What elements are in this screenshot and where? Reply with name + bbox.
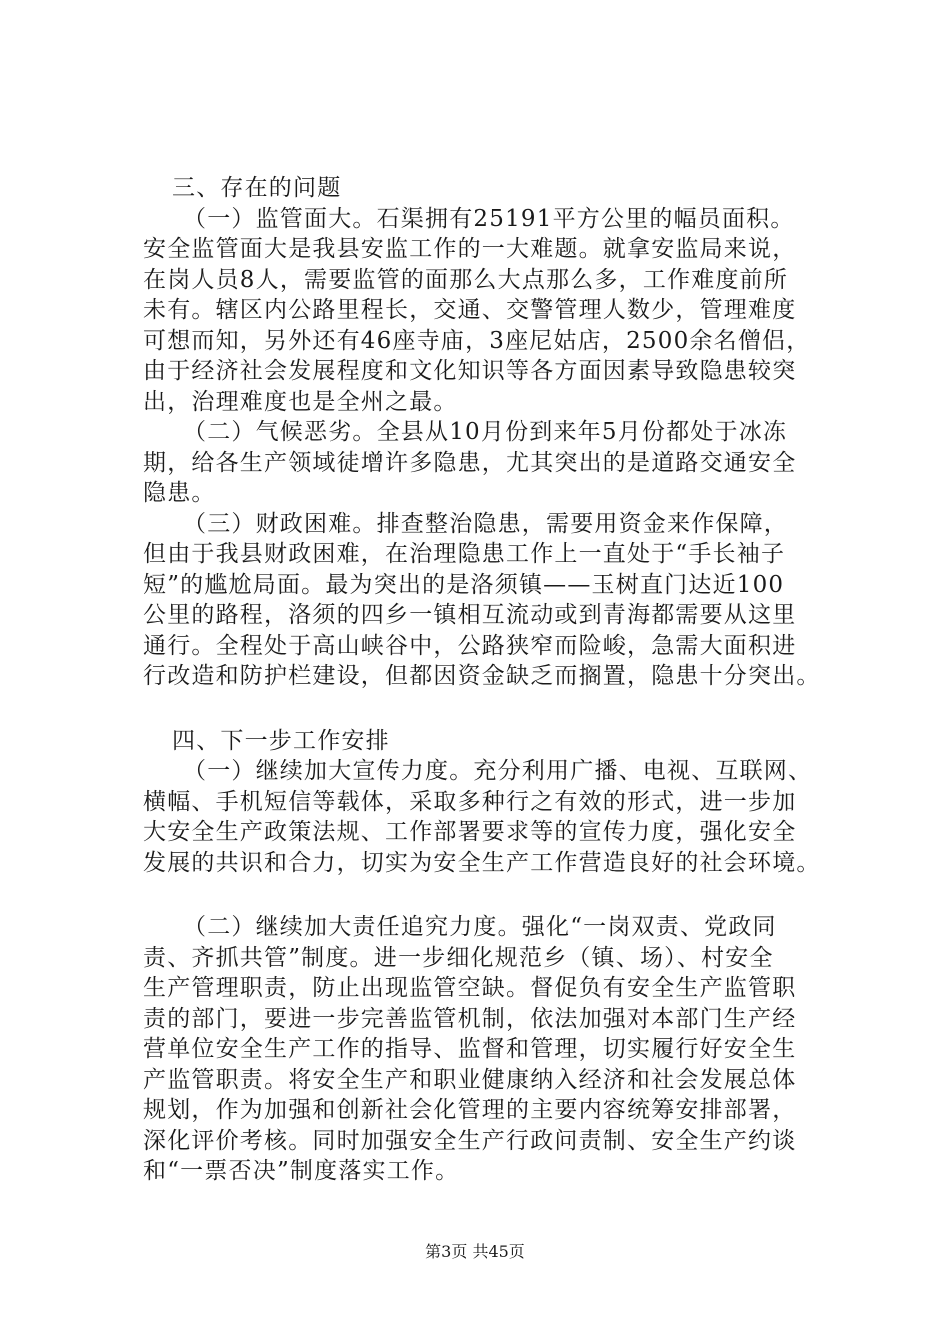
- paragraph-line: 产监管职责。将安全生产和职业健康纳入经济和社会发展总体: [143, 1066, 797, 1093]
- spacer: [143, 878, 848, 912]
- paragraph-line: 行改造和防护栏建设，但都因资金缺乏而搁置，隐患十分突出。: [143, 663, 821, 689]
- paragraph-line: 短”的尴尬局面。最为突出的是洛须镇——玉树直门达近100: [143, 571, 785, 598]
- paragraph-line: 营单位安全生产工作的指导、监督和管理，切实履行好安全生: [143, 1036, 797, 1062]
- paragraph-line: 横幅、手机短信等载体，采取多种行之有效的形式，进一步加: [143, 788, 797, 815]
- paragraph-line: 责的部门，要进一步完善监管机制，依法加强对本部门生产经: [143, 1005, 797, 1032]
- paragraph-line: 规划，作为加强和创新社会化管理的主要内容统筹安排部署，: [143, 1097, 797, 1123]
- paragraph-line: 未有。辖区内公路里程长，交通、交警管理人数少，管理难度: [143, 297, 797, 323]
- paragraph-line: 大安全生产政策法规、工作部署要求等的宣传力度，强化安全: [143, 819, 797, 845]
- paragraph-line: 期，给各生产领域徒增许多隐患，尤其突出的是道路交通安全: [143, 449, 797, 476]
- paragraph-line: 隐患。: [143, 480, 216, 506]
- section-heading: 三、存在的问题: [172, 175, 342, 201]
- paragraph-line: 发展的共识和合力，切实为安全生产工作营造良好的社会环境。: [143, 849, 821, 876]
- paragraph-line: 由于经济社会发展程度和文化知识等各方面因素导致隐患较突: [143, 358, 797, 384]
- paragraph-line: 在岗人员8人，需要监管的面那么大点那么多，工作难度前所: [143, 266, 789, 293]
- paragraph-line: 公里的路程，洛须的四乡一镇相互流动或到青海都需要从这里: [143, 602, 797, 628]
- paragraph-line: 可想而知，另外还有46座寺庙，3座尼姑店，2500余名僧侣，: [143, 327, 811, 354]
- paragraph-line: 出，治理难度也是全州之最。: [143, 388, 458, 415]
- paragraph-line: （三）财政困难。排查整治隐患，需要用资金来作保障，: [183, 510, 788, 537]
- paragraph-line: 安全监管面大是我县安监工作的一大难题。就拿安监局来说，: [143, 236, 797, 262]
- paragraph-line: （二）继续加大责任追究力度。强化“一岗双责、党政同: [183, 914, 777, 940]
- paragraph-line: 责、齐抓共管”制度。进一步细化规范乡（镇、场）、村安全: [143, 944, 774, 971]
- section-heading: 四、下一步工作安排: [172, 727, 390, 754]
- paragraph-line: 和“一票否决”制度落实工作。: [143, 1158, 460, 1184]
- paragraph-line: 但由于我县财政困难，在治理隐患工作上一直处于“手长袖子: [143, 541, 786, 567]
- paragraph-line: 深化评价考核。同时加强安全生产行政问责制、安全生产约谈: [143, 1127, 797, 1154]
- document-body: [143, 173, 848, 1187]
- paragraph-line: （二）气候恶劣。全县从10月份到来年5月份都处于冰冻: [183, 419, 788, 445]
- page-number-footer: 第3页 共45页: [425, 1242, 525, 1261]
- paragraph-line: （一）继续加大宣传力度。充分利用广播、电视、互联网、: [183, 758, 813, 784]
- paragraph-line: （一）监管面大。石渠拥有25191平方公里的幅员面积。: [183, 205, 795, 232]
- paragraph-line: 生产管理职责，防止出现监管空缺。督促负有安全生产监管职: [143, 975, 797, 1001]
- spacer: [143, 692, 848, 726]
- paragraph-line: 通行。全程处于高山峡谷中，公路狭窄而险峻，急需大面积进: [143, 632, 797, 659]
